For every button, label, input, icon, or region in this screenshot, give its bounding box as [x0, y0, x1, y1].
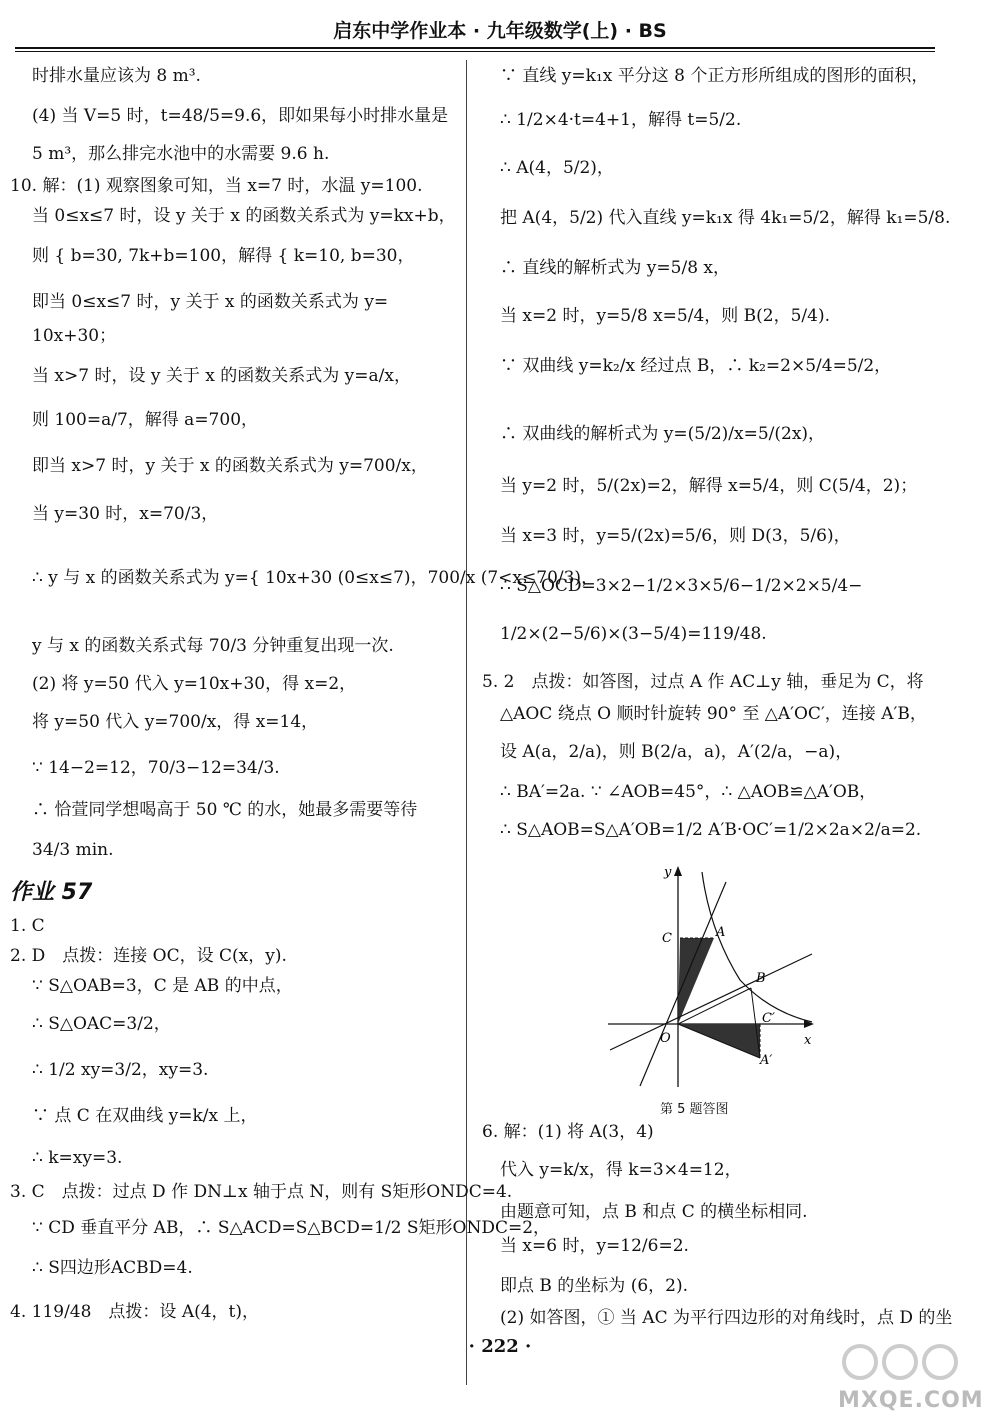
- label-c-prime: C′: [762, 1011, 775, 1026]
- text-line: ∴ 1/2 xy=3/2，xy=3.: [32, 1060, 209, 1080]
- header-title: 启东中学作业本 · 九年级数学(上) · BS: [333, 20, 667, 42]
- text-line: ∴ S△OCD=3×2−1/2×3×5/6−1/2×2×5/4−: [500, 576, 863, 596]
- text-line: ∴ 直线的解析式为 y=5/8 x，: [500, 258, 731, 278]
- text-line: 2. D 点拨：连接 OC，设 C(x，y).: [10, 946, 287, 966]
- watermark-text: MXQE.COM: [838, 1388, 984, 1413]
- text-line: 设 A(a，2/a)，则 B(2/a，a)，A′(2/a，−a)，: [500, 742, 853, 762]
- text-line: ∴ A(4，5/2)，: [500, 158, 614, 178]
- text-line: 时排水量应该为 8 m³.: [32, 66, 201, 86]
- text-line: 当 x=6 时，y=12/6=2.: [500, 1236, 689, 1256]
- header-rule-thin: [15, 51, 935, 52]
- text-line: ∴ 1/2×4·t=4+1，解得 t=5/2.: [500, 110, 742, 130]
- text-line: y 与 x 的函数关系式每 70/3 分钟重复出现一次.: [32, 636, 394, 656]
- text-line: 把 A(4，5/2) 代入直线 y=k₁x 得 4k₁=5/2，解得 k₁=5/8.: [500, 208, 951, 228]
- text-line: (4) 当 V=5 时，t=48/5=9.6，即如果每小时排水量是: [32, 106, 449, 126]
- text-line: ∵ 双曲线 y=k₂/x 经过点 B，∴ k₂=2×5/4=5/2，: [500, 356, 892, 376]
- text-line: 6. 解：(1) 将 A(3，4): [482, 1122, 654, 1142]
- label-a-prime: A′: [760, 1053, 773, 1068]
- label-o: O: [660, 1031, 671, 1046]
- text-line: ∴ S△OAC=3/2，: [32, 1014, 171, 1034]
- text-line: 5 m³，那么排完水池中的水需要 9.6 h.: [32, 144, 330, 164]
- text-line: ∵ 点 C 在双曲线 y=k/x 上，: [32, 1106, 258, 1126]
- section-title: 作业 57: [10, 880, 93, 905]
- page-header: [0, 0, 1000, 52]
- text-line: 1/2×(2−5/6)×(3−5/4)=119/48.: [500, 624, 767, 644]
- answer-figure-5: [600, 862, 820, 1092]
- text-line: 由题意可知，点 B 和点 C 的横坐标相同.: [500, 1202, 808, 1222]
- text-line: 当 x=2 时，y=5/8 x=5/4，则 B(2，5/4).: [500, 306, 830, 326]
- text-line: (2) 如答图，① 当 AC 为平行四边形的对角线时，点 D 的坐: [500, 1308, 953, 1328]
- text-line: 34/3 min.: [32, 840, 114, 860]
- label-y: y: [664, 865, 672, 880]
- text-line: 代入 y=k/x，得 k=3×4=12，: [500, 1160, 742, 1180]
- text-line: 当 0≤x≤7 时，设 y 关于 x 的函数关系式为 y=kx+b，: [32, 206, 456, 226]
- y-axis-arrow: [674, 866, 682, 876]
- text-line: △AOC 绕点 O 顺时针旋转 90° 至 △A′OC′，连接 A′B，: [500, 704, 927, 724]
- text-line: ∴ 恰萱同学想喝高于 50 ℃ 的水，她最多需要等待: [32, 800, 418, 820]
- line-oa: [640, 882, 726, 1086]
- text-line: 10x+30；: [32, 326, 117, 346]
- text-line: ∵ S△OAB=3，C 是 AB 的中点，: [32, 976, 293, 996]
- text-line: 即点 B 的坐标为 (6，2).: [500, 1276, 689, 1296]
- text-line: 将 y=50 代入 y=700/x，得 x=14，: [32, 712, 319, 732]
- label-x: x: [804, 1033, 812, 1048]
- text-line: 4. 119/48 点拨：设 A(4，t)，: [10, 1302, 260, 1322]
- text-line: ∴ k=xy=3.: [32, 1148, 123, 1168]
- text-line: 则 { b=30, 7k+b=100，解得 { k=10, b=30，: [32, 246, 415, 266]
- text-line: ∵ 直线 y=k₁x 平分这 8 个正方形所组成的图形的面积，: [500, 66, 929, 86]
- label-c: C: [662, 931, 672, 946]
- shaded-triangle-aoc: [678, 938, 714, 1024]
- text-line: 当 x=3 时，y=5/(2x)=5/6，则 D(3，5/6)，: [500, 526, 851, 546]
- label-a: A: [716, 925, 726, 940]
- text-line: ∵ CD 垂直平分 AB，∴ S△ACD=S△BCD=1/2 S矩形ONDC=2，: [32, 1218, 551, 1238]
- text-line: 即当 x>7 时，y 关于 x 的函数关系式为 y=700/x，: [32, 456, 428, 476]
- label-b: B: [756, 971, 766, 986]
- hyperbola-curve: [702, 872, 812, 1022]
- text-line: 当 y=30 时，x=70/3，: [32, 504, 219, 524]
- text-line: ∴ y 与 x 的函数关系式为 y={ 10x+30 (0≤x≤7)，700/x (7<x≤70/3)，: [32, 568, 599, 588]
- text-line: 即当 0≤x≤7 时，y 关于 x 的函数关系式为 y=: [32, 292, 389, 312]
- text-line: 当 x>7 时，设 y 关于 x 的函数关系式为 y=a/x，: [32, 366, 411, 386]
- figure-caption: 第 5 题答图: [660, 1102, 729, 1117]
- text-line: 3. C 点拨：过点 D 作 DN⊥x 轴于点 N，则有 S矩形ONDC=4.: [10, 1182, 513, 1202]
- text-line: ∵ 14−2=12，70/3−12=34/3.: [32, 758, 280, 778]
- text-line: 当 y=2 时，5/(2x)=2，解得 x=5/4，则 C(5/4，2)；: [500, 476, 918, 496]
- text-line: ∴ BA′=2a. ∵ ∠AOB=45°，∴ △AOB≌△A′OB，: [500, 782, 877, 802]
- page-number: · 222 ·: [468, 1336, 532, 1357]
- header-rule: [15, 47, 935, 49]
- text-line: 5. 2 点拨：如答图，过点 A 作 AC⊥y 轴，垂足为 C，将: [482, 672, 924, 692]
- text-line: ∴ S△AOB=S△A′OB=1/2 A′B·OC′=1/2×2a×2/a=2.: [500, 820, 922, 840]
- text-line: (2) 将 y=50 代入 y=10x+30，得 x=2，: [32, 674, 357, 694]
- text-line: 则 100=a/7，解得 a=700，: [32, 410, 259, 430]
- text-line: ∴ 双曲线的解析式为 y=(5/2)/x=5/(2x)，: [500, 424, 826, 444]
- text-line: ∴ S四边形ACBD=4.: [32, 1258, 193, 1278]
- text-line: 1. C: [10, 916, 45, 936]
- text-line: 10. 解：(1) 观察图象可知，当 x=7 时，水温 y=100.: [10, 176, 423, 196]
